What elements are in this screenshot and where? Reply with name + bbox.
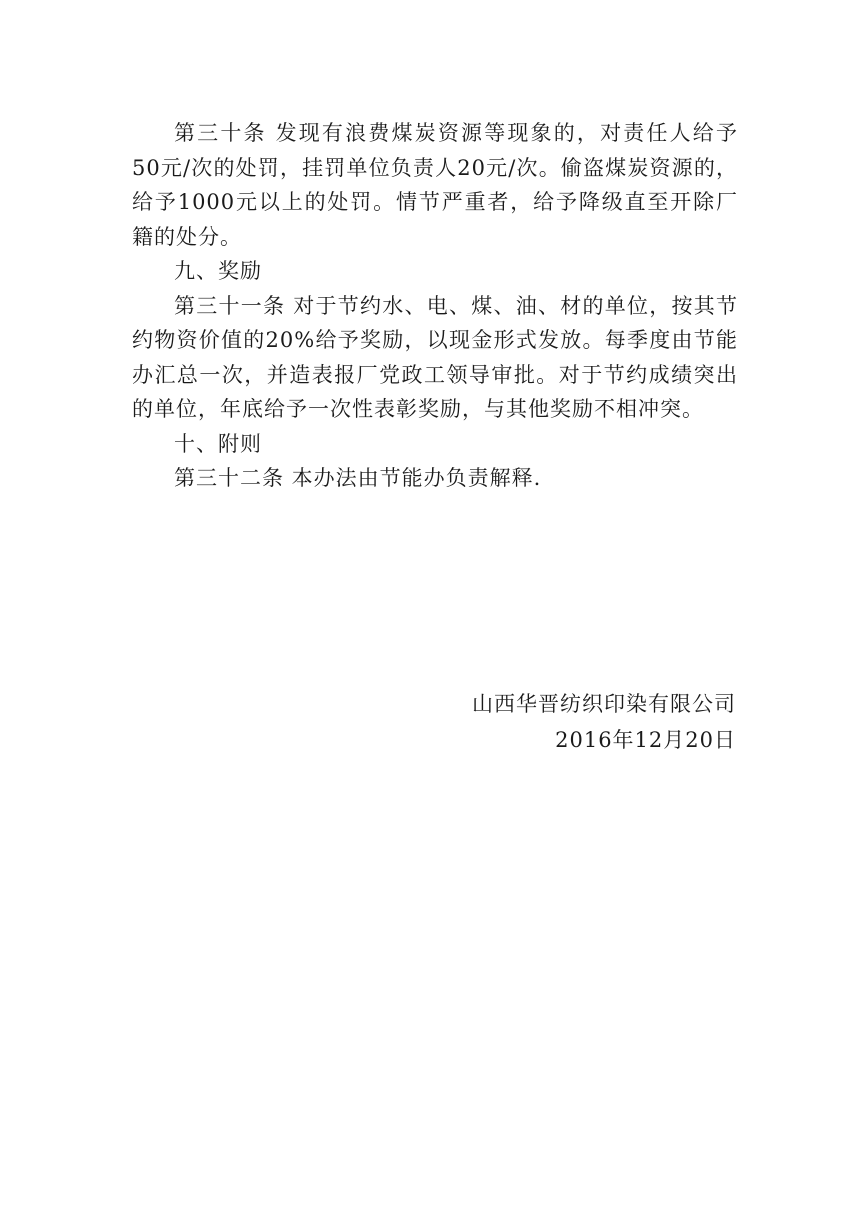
signature-block bbox=[472, 686, 736, 758]
section-heading-supplementary: 十、附则 bbox=[174, 431, 262, 456]
signature-organization: 山西华晋纺织印染有限公司 bbox=[472, 692, 736, 716]
section-heading-rewards: 九、奖励 bbox=[174, 259, 262, 283]
document-body bbox=[132, 116, 738, 496]
article-32: 第三十二条 本办法由节能办负责解释. bbox=[174, 466, 542, 490]
signature-date: 2016年12月20日 bbox=[555, 728, 736, 752]
article-30: 第三十条 发现有浪费煤炭资源等现象的，对责任人给予50元/次的处罚，挂罚单位负责人20元/次。偷盗煤炭资源的，给予1000元以上的处罚。情节严重者，给予降级直至开除厂籍的处分。 bbox=[132, 121, 738, 249]
article-31: 第三十一条 对于节约水、电、煤、油、材的单位，按其节约物资价值的20%给予奖励，以现金形式发放。每季度由节能办汇总一次，并造表报厂党政工领导审批。对于节约成绩突出的单位，年底给予一次性表彰奖励，与其他奖励不相冲突。 bbox=[132, 293, 738, 421]
